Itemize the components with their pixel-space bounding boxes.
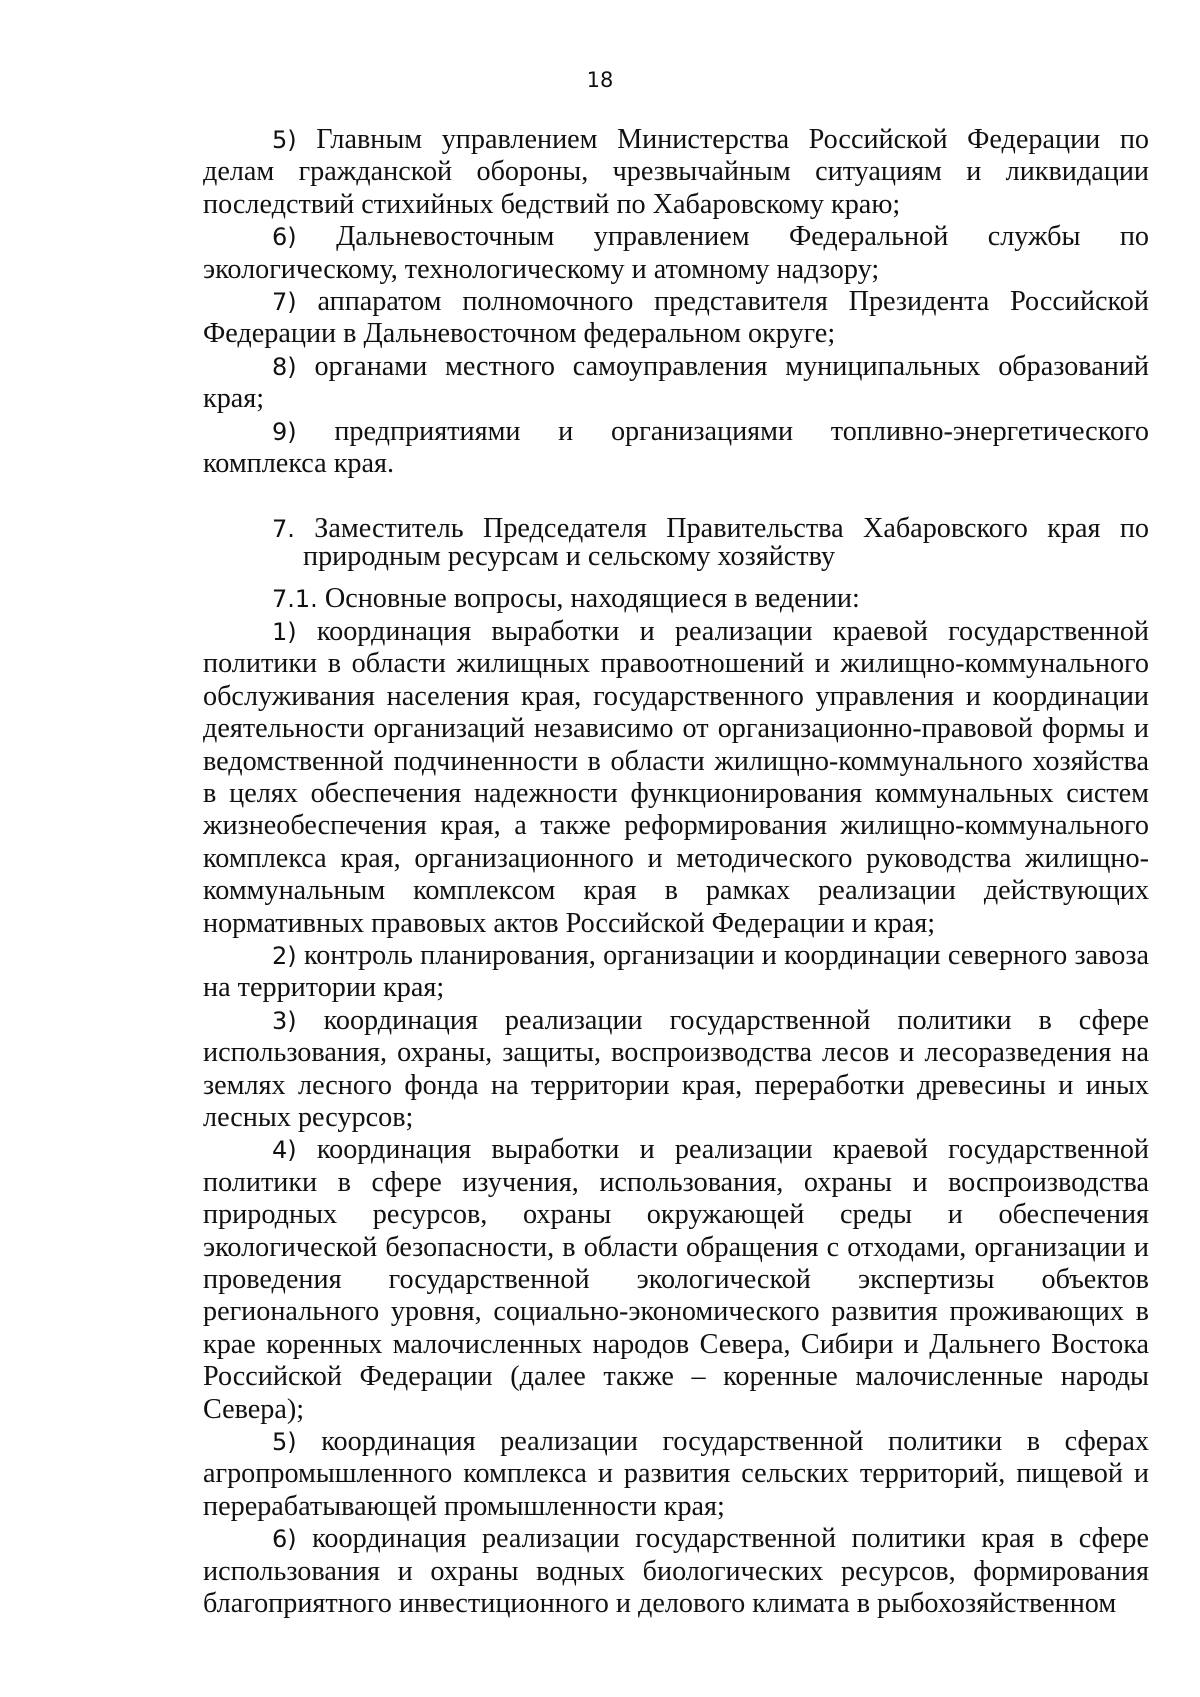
list-item-number: 5): [272, 1428, 297, 1457]
list-item: [203, 1523, 1149, 1620]
list-item: [203, 286, 1149, 351]
section-number: 7.: [272, 515, 295, 544]
list-item-number: 6): [272, 223, 297, 252]
section-heading: [203, 513, 1150, 573]
list-item-text: Дальневосточным управлением Федеральной службы по экологическому, технологическому и атомному надзору;: [203, 221, 1149, 285]
list-item: [203, 1426, 1149, 1523]
list-item-text: координация реализации государственной политики края в сфере использования и охраны водных биологических ресурсов, формирования благоприятного инвестиционного и делового климата в рыбохозяйственном: [203, 1523, 1149, 1620]
list-item-text: координация выработки и реализации краевой государственной политики в сфере изучения, использования, охраны и воспроизводства природных ресурсов, охраны окружающей среды и обеспечения экологической безопасности, в области обращения с отходами, организации и проведения государственной экологической экспертизы объектов регионального уровня, социально-экономического развития проживающих в крае коренных малочисленных народов Севера, Сибири и Дальнего Востока Российской Федерации (далее также – коренные малочисленные народы Севера);: [203, 1134, 1150, 1425]
subsection-title: Основные вопросы, находящиеся в ведении:: [324, 583, 860, 615]
list-item-text: координация реализации государственной политики в сферах агропромышленного комплекса и развития сельских территорий, пищевой и перерабатывающей промышленности края;: [203, 1426, 1149, 1522]
list-item-number: 4): [272, 1136, 297, 1165]
list-item-text: органами местного самоуправления муниципальных образований края;: [203, 350, 1150, 415]
list-item: [203, 351, 1149, 416]
list-item-number: 8): [272, 352, 297, 381]
section-title: Заместитель Председателя Правительства Хабаровского края по природным ресурсам и сельскому хозяйству: [303, 513, 1150, 573]
list-item-number: 7): [272, 288, 297, 317]
list-item-text: Главным управлением Министерства Российской Федерации по делам гражданской обороны, чрезвычайным ситуациям и ликвидации последствий стихийных бедствий по Хабаровскому краю;: [203, 124, 1149, 220]
subsection-number: 7.1.: [272, 585, 318, 614]
list-item-text: координация выработки и реализации краевой государственной политики в области жилищных правоотношений и жилищно-коммунального обслуживания населения края, государственного управления и координации деятельности организаций независимо от организационно-правовой формы и ведомственной подчиненности в области жилищно-коммунального хозяйства в целях обеспечения надежности функционирования коммунальных систем жизнеобеспечения края, а также реформирования жилищно-коммунального комплекса края, организационного и методического руководства жилищно-коммунальным комплексом края в рамках реализации действующих нормативных правовых актов Российской Федерации и края;: [203, 615, 1150, 939]
list-item-text: координация реализации государственной политики в сфере использования, охраны, защиты, воспроизводства лесов и лесоразведения на землях лесного фонда на территории края, переработки древесины и иных лесных ресурсов;: [203, 1004, 1149, 1133]
list-item: [203, 940, 1149, 1005]
list-item-text: аппаратом полномочного представителя Президента Российской Федерации в Дальневосточном федеральном округе;: [203, 286, 1149, 350]
list-item-text: контроль планирования, организации и координации северного завоза на территории края;: [203, 939, 1149, 1004]
list-item: [203, 1005, 1149, 1135]
list-item-number: 6): [272, 1525, 297, 1554]
page-number: 18: [586, 68, 614, 92]
list-item-number: 3): [272, 1006, 297, 1035]
list-item-number: 9): [272, 417, 297, 446]
subsection-heading: [203, 583, 1149, 615]
document-body: [203, 124, 1149, 1620]
list-item: [203, 416, 1149, 481]
list-item: [203, 1134, 1149, 1426]
list-item-number: 2): [272, 941, 297, 970]
list-item: [203, 616, 1149, 940]
list-item-number: 1): [272, 617, 297, 646]
list-item-text: предприятиями и организациями топливно-энергетического комплекса края.: [203, 415, 1150, 480]
list-item: [203, 124, 1149, 221]
list-item: [203, 221, 1149, 286]
list-item-number: 5): [272, 126, 297, 154]
